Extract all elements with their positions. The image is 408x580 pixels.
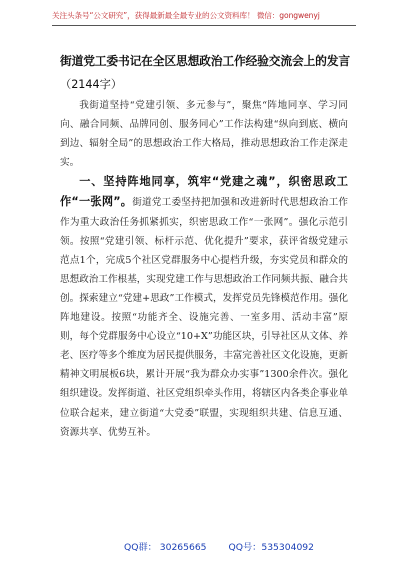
section-1-heading: 一、坚持阵地同享，筑牢“党建之魂”，织密思政工作“一张网”。: [60, 175, 348, 209]
document-title: 街道党工委书记在全区思想政治工作经验交流会上的发言: [60, 54, 350, 68]
intro-paragraph: 我街道坚持“党建引领、多元参与”，聚焦“阵地同享、学习同向、融合同频、品牌同创、服务同心”工作法构建“纵向到底、横向到边、辐射全局”的思想政治工作大格局，推动思想政治工作走深走实。: [60, 100, 348, 169]
document-body: [60, 96, 348, 442]
contact-footer: [124, 539, 314, 553]
qq-number: QQ号：535304092: [228, 542, 314, 553]
section-1-paragraph: [60, 172, 348, 441]
word-count: （2144字）: [60, 78, 123, 91]
section-1-body: 街道党工委坚持把加强和改进新时代思想政治工作作为重大政治任务抓紧抓实，织密思政工作“一张网”。强化示范引领。按照“党建引领、标杆示范、优化提升”要求，获评省级党建示范点1个，完成5个社区党群服务中心提档升级，夯实党员和群众的思想政治工作根基，实现党建工作与思想政治工作同频共振、融合共创。探索建立“党建+思政”工作模式，发挥党员先锋模范作用。强化阵地建设。按照“功能齐全、设施完善、一室多用、活动丰富”原则，每个党群服务中心设立“10+X”功能区块，引导社区从文体、养老、医疗等多个维度为居民提供服务，丰富完善社区文化设施，更新精神文明展板6块，累计开展“我为群众办实事”1300余件次。强化组织建设。发挥街道、社区党组织牵头作用，将辖区内各类企事业单位联合起来，建立街道“大党委”联盟，实现组织共建、信息互通、资源共享、优势互补。: [60, 197, 348, 438]
qq-group: QQ群： 30265665: [124, 542, 207, 553]
header-divider: [52, 25, 356, 26]
promo-header: 关注头条号“公文研究”，获得最新最全最专业的公文资料库！ 微信：gongwenyj: [52, 11, 320, 20]
